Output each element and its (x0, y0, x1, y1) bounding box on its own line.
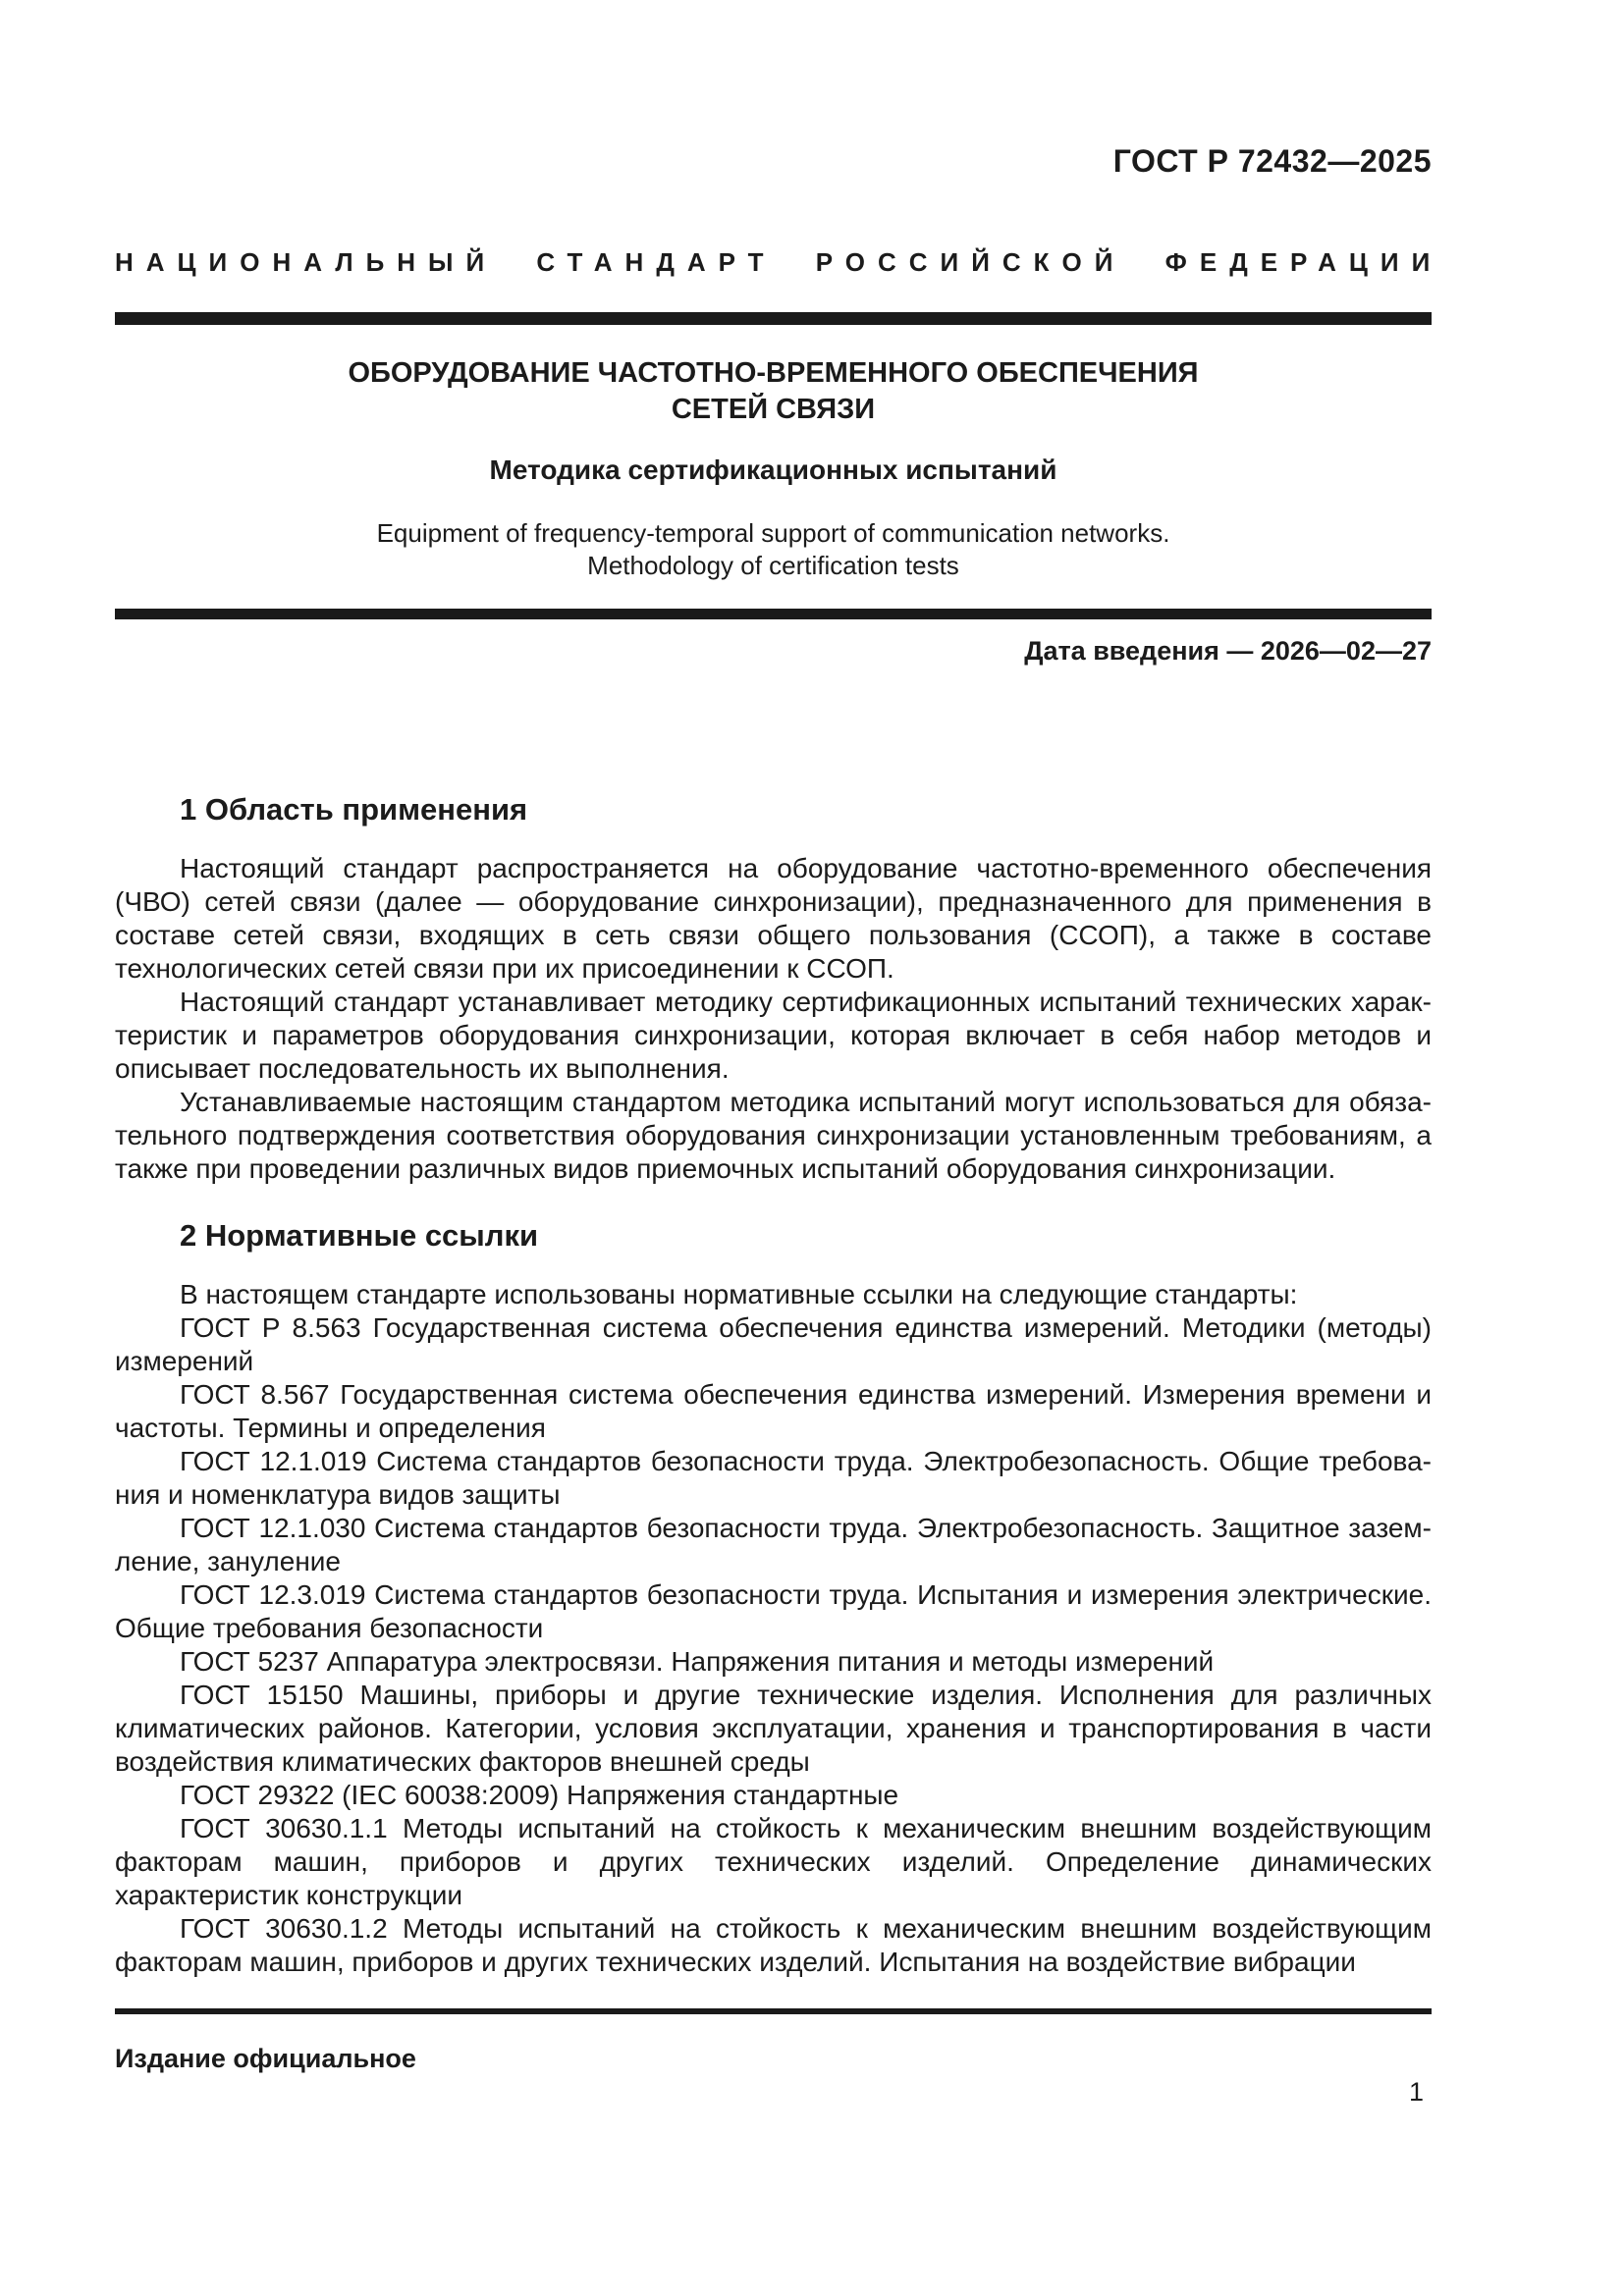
section-1-heading: 1 Область применения (180, 792, 528, 827)
paragraph: Настоящий стандарт устанавливает методику сертификационных испытаний технических характеристик и параметров оборудования синхронизации, которая включает в себя набор методов и описывает последовательность их выполнения. (115, 987, 1432, 1084)
page-number: 1 (1408, 2077, 1424, 2107)
introduction-date: Дата введения — 2026—02—27 (1024, 636, 1432, 666)
paragraph: ГОСТ 15150 Машины, приборы и другие технические изделия. Исполнения для различных климатических районов. Категории, условия эксплуатации, хранения и транспортирования в части воздействия климатических факторов внешней среды (115, 1680, 1432, 1777)
paragraph: ГОСТ 12.1.019 Система стандартов безопасности труда. Электробезопасность. Общие требования и номенклатура видов защиты (115, 1446, 1432, 1510)
paragraph: Настоящий стандарт распространяется на оборудование частотно-временного обеспечения (ЧВО) сетей связи (далее — оборудование синхронизации), предназначенного для применения в составе сетей связи, входящих в сеть связи общего пользования (ССОП), а также в составе технологических сетей связи при их присоединении к ССОП. (115, 853, 1432, 984)
page-content (115, 0, 1443, 2296)
title-en-line1: Equipment of frequency-temporal support of communication networks. (376, 518, 1170, 548)
title-ru-line2: СЕТЕЙ СВЯЗИ (671, 394, 876, 425)
paragraph: ГОСТ 12.3.019 Система стандартов безопасности труда. Испытания и измерения электрические. Общие требования безопасности (115, 1579, 1432, 1643)
paragraph: ГОСТ 12.1.030 Система стандартов безопасности труда. Электробезопасность. Защитное заземление, зануление (115, 1513, 1432, 1576)
doc-code: ГОСТ Р 72432—2025 (1112, 143, 1432, 179)
title-ru-line1: ОБОРУДОВАНИЕ ЧАСТОТНО-ВРЕМЕННОГО ОБЕСПЕЧЕНИЯ (348, 357, 1199, 389)
section-scope (115, 791, 1432, 1186)
paragraph: ГОСТ 8.567 Государственная система обеспечения единства измерений. Измерения времени и частоты. Термины и определения (115, 1379, 1432, 1443)
section-2-heading: 2 Нормативные ссылки (180, 1218, 539, 1253)
title-en-line2: Methodology of certification tests (587, 551, 959, 580)
edition-note: Издание официальное (115, 2044, 416, 2073)
paragraph: ГОСТ 5237 Аппаратура электросвязи. Напряжения питания и методы измерений (180, 1646, 1215, 1677)
paragraph: ГОСТ Р 8.563 Государственная система обеспечения единства измерений. Методики (методы) измерений (115, 1312, 1432, 1376)
footer-rule (115, 2008, 1432, 2014)
document-title-en (115, 517, 1432, 582)
header-rule-bottom (115, 609, 1432, 619)
document-subtitle: Методика сертификационных испытаний (489, 454, 1057, 485)
paragraph: Устанавливаемые настоящим стандартом методика испытаний могут использоваться для обязательного подтверждения соответствия оборудования синхронизации установленным требованиям, а также при проведении различных видов приемочных испытаний оборудования синхронизации. (115, 1087, 1432, 1184)
document-title-ru (115, 355, 1432, 428)
header-rule-top (115, 312, 1432, 325)
paragraph: ГОСТ 30630.1.1 Методы испытаний на стойкость к механическим внешним воздействующим факторам машин, приборов и других технических изделий. Определение динамических характеристик конструкции (115, 1813, 1432, 1910)
paragraph: ГОСТ 29322 (IEC 60038:2009) Напряжения стандартные (180, 1780, 899, 1810)
paragraph: В настоящем стандарте использованы нормативные ссылки на следующие стандарты: (180, 1279, 1298, 1309)
standard-type-banner: НАЦИОНАЛЬНЫЙ СТАНДАРТ РОССИЙСКОЙ ФЕДЕРАЦИИ (115, 247, 1443, 277)
paragraph: ГОСТ 30630.1.2 Методы испытаний на стойкость к механическим внешним воздействующим факторам машин, приборов и других технических изделий. Испытания на воздействие вибрации (115, 1913, 1432, 1977)
section-normative-references (115, 1217, 1432, 1979)
